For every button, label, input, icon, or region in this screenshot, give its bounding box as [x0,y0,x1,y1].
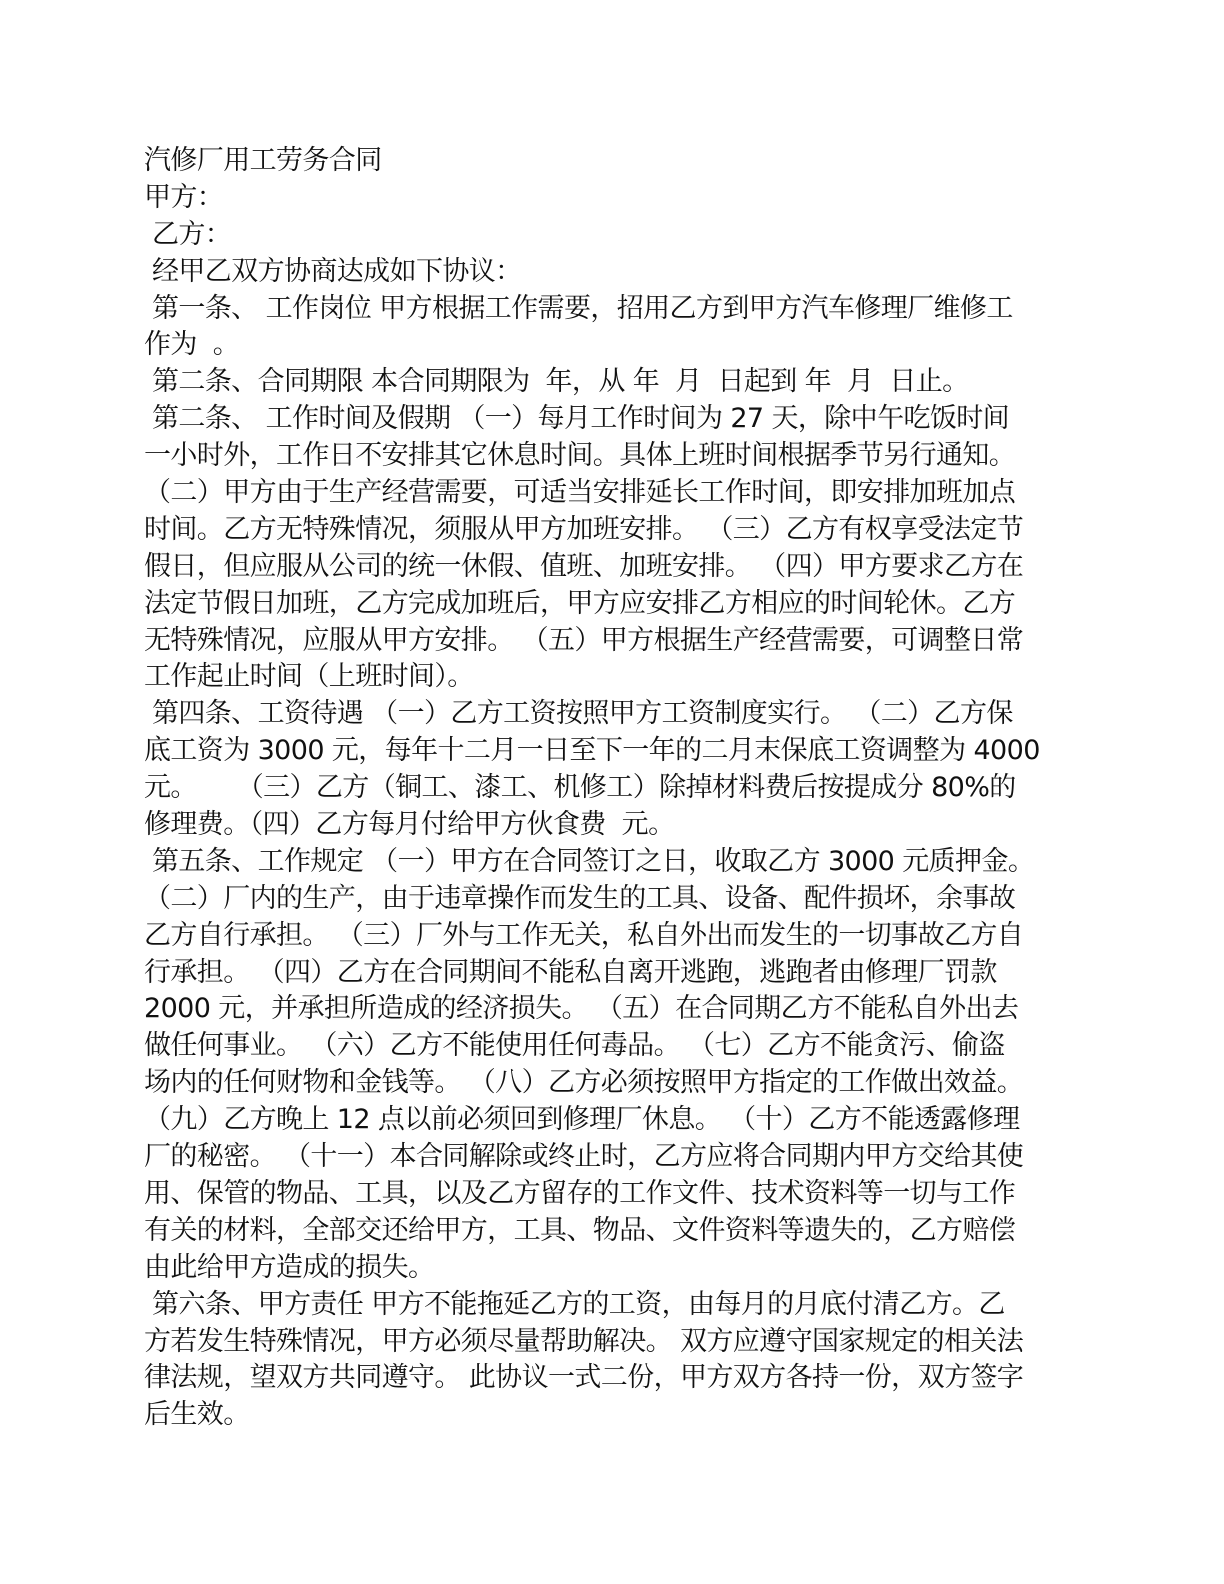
text-line: 第四条、工资待遇 （一）乙方工资按照甲方工资制度实行。 （二）乙方保 [144,698,1013,730]
text-line: 第六条、甲方责任 甲方不能拖延乙方的工资，由每月的月底付清乙方。乙 [144,1288,1005,1320]
text-line: 用、保管的物品、工具，以及乙方留存的工作文件、技术资料等一切与工作 [144,1177,1016,1209]
text-line: 厂的秘密。 （十一）本合同解除或终止时，乙方应将合同期内甲方交给其使 [144,1141,1024,1173]
text-line: 行承担。 （四）乙方在合同期间不能私自离开逃跑，逃跑者由修理厂罚款 [144,956,997,988]
text-line: 无特殊情况，应服从甲方安排。 （五）甲方根据生产经营需要，可调整日常 [144,624,1024,656]
text-line: 作为 。 [144,329,240,361]
text-line: 有关的材料，全部交还给甲方，工具、物品、文件资料等遗失的，乙方赔偿 [144,1214,1016,1246]
text-line: 律法规，望双方共同遵守。 此协议一式二份，甲方双方各持一份，双方签字 [144,1362,1024,1394]
text-line: 底工资为 3000 元，每年十二月一日至下一年的二月末保底工资调整为 4000 [144,735,1040,767]
party-a-label: 甲方： [144,181,224,213]
text-line: 时间。乙方无特殊情况，须服从甲方加班安排。 （三）乙方有权享受法定节 [144,513,1024,545]
text-line: 法定节假日加班，乙方完成加班后，甲方应安排乙方相应的时间轮休。乙方 [144,587,1016,619]
text-line: 假日，但应服从公司的统一休假、值班、加班安排。 （四）甲方要求乙方在 [144,550,1024,582]
text-line: 一小时外，工作日不安排其它休息时间。具体上班时间根据季节另行通知。 [144,440,1016,472]
text-line: 后生效。 [144,1399,250,1431]
text-line: 2000 元，并承担所造成的经济损失。 （五）在合同期乙方不能私自外出去 [144,993,1019,1025]
text-line: （九）乙方晚上 12 点以前必须回到修理厂休息。 （十）乙方不能透露修理 [144,1104,1020,1136]
party-b-label: 乙方： [144,218,232,250]
text-line: 第一条、 工作岗位 甲方根据工作需要，招用乙方到甲方汽车修理厂维修工 [144,292,1013,324]
text-line: 方若发生特殊情况，甲方必须尽量帮助解决。 双方应遵守国家规定的相关法 [144,1325,1024,1357]
preamble: 经甲乙双方协商达成如下协议： [144,255,522,287]
text-line: 做任何事业。 （六）乙方不能使用任何毒品。 （七）乙方不能贪污、偷盗 [144,1030,1005,1062]
text-line: 乙方自行承担。 （三）厂外与工作无关，私自外出而发生的一切事故乙方自 [144,919,1024,951]
contract-body [144,143,1084,1434]
text-line: 修理费。（四）乙方每月付给甲方伙食费 元。 [144,809,675,841]
text-line: 第二条、合同期限 本合同期限为 年，从 年 月 日起到 年 月 日止。 [144,366,969,398]
text-line: （二）甲方由于生产经营需要，可适当安排延长工作时间，即安排加班加点 [144,477,1016,509]
text-line: 工作起止时间（上班时间）。 [144,661,474,693]
text-line: 第五条、工作规定 （一）甲方在合同签订之日，收取乙方 3000 元质押金。 [144,845,1035,877]
text-line: 由此给甲方造成的损失。 [144,1251,435,1283]
text-line: （二）厂内的生产，由于违章操作而发生的工具、设备、配件损坏，余事故 [144,882,1016,914]
text-line: 场内的任何财物和金钱等。 （八）乙方必须按照甲方指定的工作做出效益。 [144,1067,1024,1099]
text-line: 第二条、 工作时间及假期 （一）每月工作时间为 27 天，除中午吃饭时间 [144,403,1010,435]
text-line: 元。 （三）乙方（铜工、漆工、机修工）除掉材料费后按提成分 80%的 [144,772,1016,804]
document-title: 汽修厂用工劳务合同 [144,145,382,176]
